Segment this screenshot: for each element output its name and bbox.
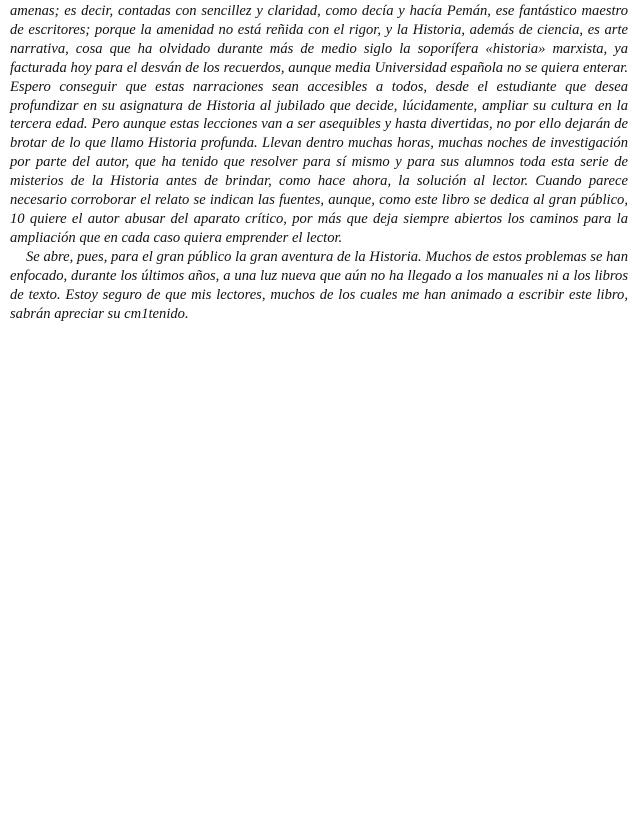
- body-paragraph: Se abre, pues, para el gran público la gran aventura de la Historia. Muchos de estos problemas se han enfocado, durante los últimos años, a una luz nueva que aún no ha llegado a los manuales ni a los libros de texto. Estoy seguro de que mis lectores, muchos de los cuales me han animado a escribir este libro, sabrán apreciar su cm1tenido.: [10, 248, 628, 322]
- document-page: [10, 2, 628, 323]
- body-paragraph: amenas; es decir, contadas con sencillez y claridad, como decía y hacía Pemán, ese fantástico maestro de escritores; porque la amenidad no está reñida con el rigor, y la Historia, además de ciencia, es arte narrativa, cosa que ha olvidado durante más de medio siglo la soporífera «historia» marxista, ya facturada hoy para el desván de los recuerdos, aunque media Universidad española no se quiera enterar. Espero conseguir que estas narraciones sean accesibles a todos, desde el estudiante que desea profundizar en su asignatura de Historia al jubilado que decide, lúcidamente, ampliar su cultura en la tercera edad. Pero aunque estas lecciones van a ser asequibles y hasta divertidas, no por ello dejarán de brotar de lo que llamo Historia profunda. Llevan dentro muchas horas, muchas noches de investigación por parte del autor, que ha tenido que resolver para sí mismo y para sus alumnos toda esta serie de misterios de la Historia antes de brindar, como hace ahora, la solución al lector. Cuando parece necesario corroborar el relato se indican las fuentes, aunque, como este libro se dedica al gran público, 10 quiere el autor abusar del aparato crítico, por más que deja siempre abiertos los caminos para la ampliación que en cada caso quiera emprender el lector.: [10, 3, 628, 246]
